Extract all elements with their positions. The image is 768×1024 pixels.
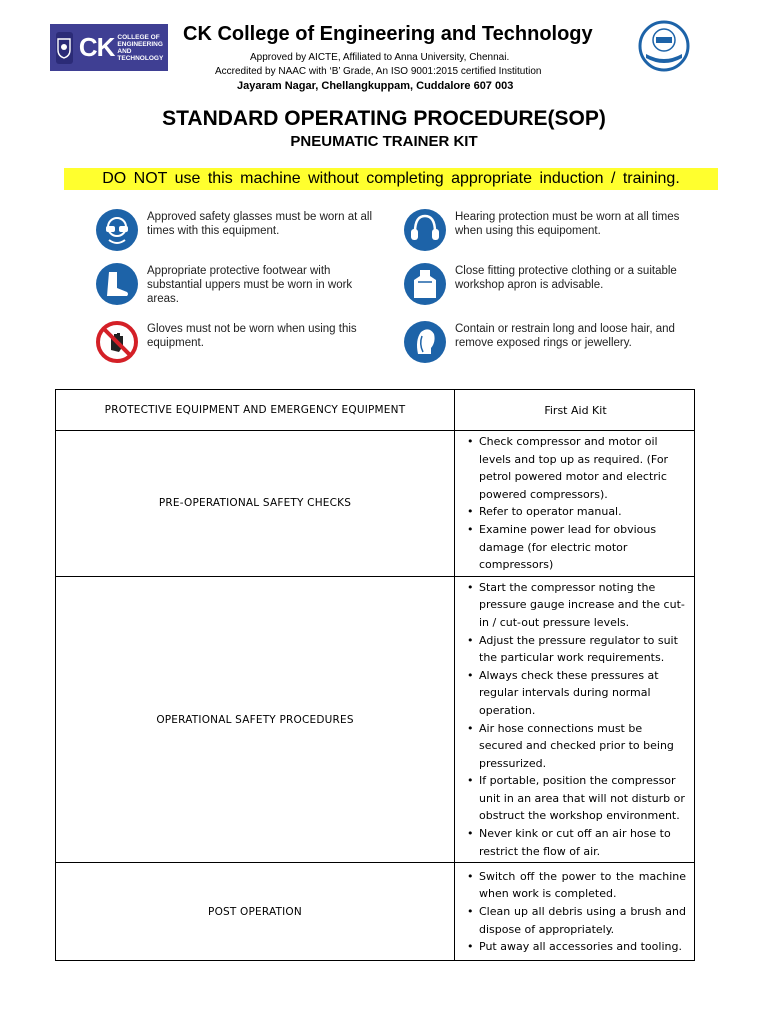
list-item: • Always check these pressures at regular intervals during normal operation.	[479, 667, 686, 720]
logo-text: CK	[78, 32, 115, 62]
protective-footwear-icon	[95, 262, 139, 306]
list-item: • If portable, position the compressor unit in an area that will not disturb or obstruct the workshop environment.	[479, 772, 686, 825]
safety-item-footwear	[95, 262, 385, 306]
list-item: • Clean up all debris using a brush and dispose of appropriately.	[479, 903, 686, 938]
logo-subtitle: COLLEGE OF ENGINEERING AND TECHNOLOGY	[117, 33, 164, 62]
document-title: STANDARD OPERATING PROCEDURE(SOP)	[162, 107, 606, 130]
list-item: • Check compressor and motor oil levels and top up as required. (For petrol powered motor and electric powered compressors).	[479, 433, 686, 503]
no-gloves-icon	[95, 320, 139, 364]
list-item: • Air hose connections must be secured and checked prior to being pressurized.	[479, 720, 686, 773]
table-row	[56, 390, 695, 431]
document-subtitle: PNEUMATIC TRAINER KIT	[290, 133, 478, 150]
row-content	[455, 576, 695, 863]
list-item: • Switch off the power to the machine when work is completed.	[479, 868, 686, 903]
row-label: OPERATIONAL SAFETY PROCEDURES	[56, 576, 455, 863]
safety-text: Appropriate protective footwear with substantial uppers must be worn in work areas.	[147, 265, 353, 305]
table-row	[56, 431, 695, 577]
safety-text: Close fitting protective clothing or a suitable workshop apron is advisable.	[455, 265, 677, 291]
college-logo	[50, 24, 168, 71]
table-row	[56, 576, 695, 863]
safety-text: Hearing protection must be worn at all times when using this equipoment.	[455, 211, 680, 237]
warning-banner: DO NOT use this machine without completing appropriate induction / training.	[64, 168, 718, 190]
row-label: POST OPERATION	[56, 863, 455, 961]
long-hair-icon	[403, 320, 447, 364]
list-item: • Never kink or cut off an air hose to restrict the flow of air.	[479, 825, 686, 860]
list-item: • Examine power lead for obvious damage (for electric motor compressors)	[479, 521, 686, 574]
safety-item-no-gloves	[95, 320, 385, 364]
safety-item-hearing	[403, 208, 693, 252]
iso-certification-seal-icon	[638, 20, 690, 72]
row-label: PRE-OPERATIONAL SAFETY CHECKS	[56, 431, 455, 577]
safety-text: Gloves must not be worn when using this equipment.	[147, 323, 357, 349]
college-address: Jayaram Nagar, Chellangkuppam, Cuddalore 607 003	[237, 80, 514, 92]
approval-line: Approved by AICTE, Affiliated to Anna University, Chennai.	[250, 52, 510, 63]
apron-icon	[403, 262, 447, 306]
row-content	[455, 863, 695, 961]
college-name: CK College of Engineering and Technology	[183, 23, 593, 45]
list-item: • Put away all accessories and tooling.	[479, 938, 686, 956]
safety-item-apron	[403, 262, 693, 306]
list-item: • Start the compressor noting the pressure gauge increase and the cut-in / cut-out pressure levels.	[479, 579, 686, 632]
row-value: First Aid Kit	[455, 390, 695, 431]
row-label: PROTECTIVE EQUIPMENT AND EMERGENCY EQUIPMENT	[56, 390, 455, 431]
safety-text: Approved safety glasses must be worn at all times with this equipment.	[147, 211, 373, 237]
safety-glasses-icon	[95, 208, 139, 252]
list-item: • Adjust the pressure regulator to suit the particular work requirements.	[479, 632, 686, 667]
table-row	[56, 863, 695, 961]
safety-text: Contain or restrain long and loose hair, and remove exposed rings or jewellery.	[455, 323, 675, 349]
hearing-protection-icon	[403, 208, 447, 252]
accreditation-line: Accredited by NAAC with ‘B’ Grade, An ISO 9001:2015 certified Institution	[215, 66, 542, 77]
safety-item-long-hair	[403, 320, 693, 364]
row-content	[455, 431, 695, 577]
safety-item-glasses	[95, 208, 385, 252]
crest-icon	[56, 32, 73, 64]
sop-table	[55, 389, 695, 961]
list-item: • Refer to operator manual.	[479, 503, 686, 521]
